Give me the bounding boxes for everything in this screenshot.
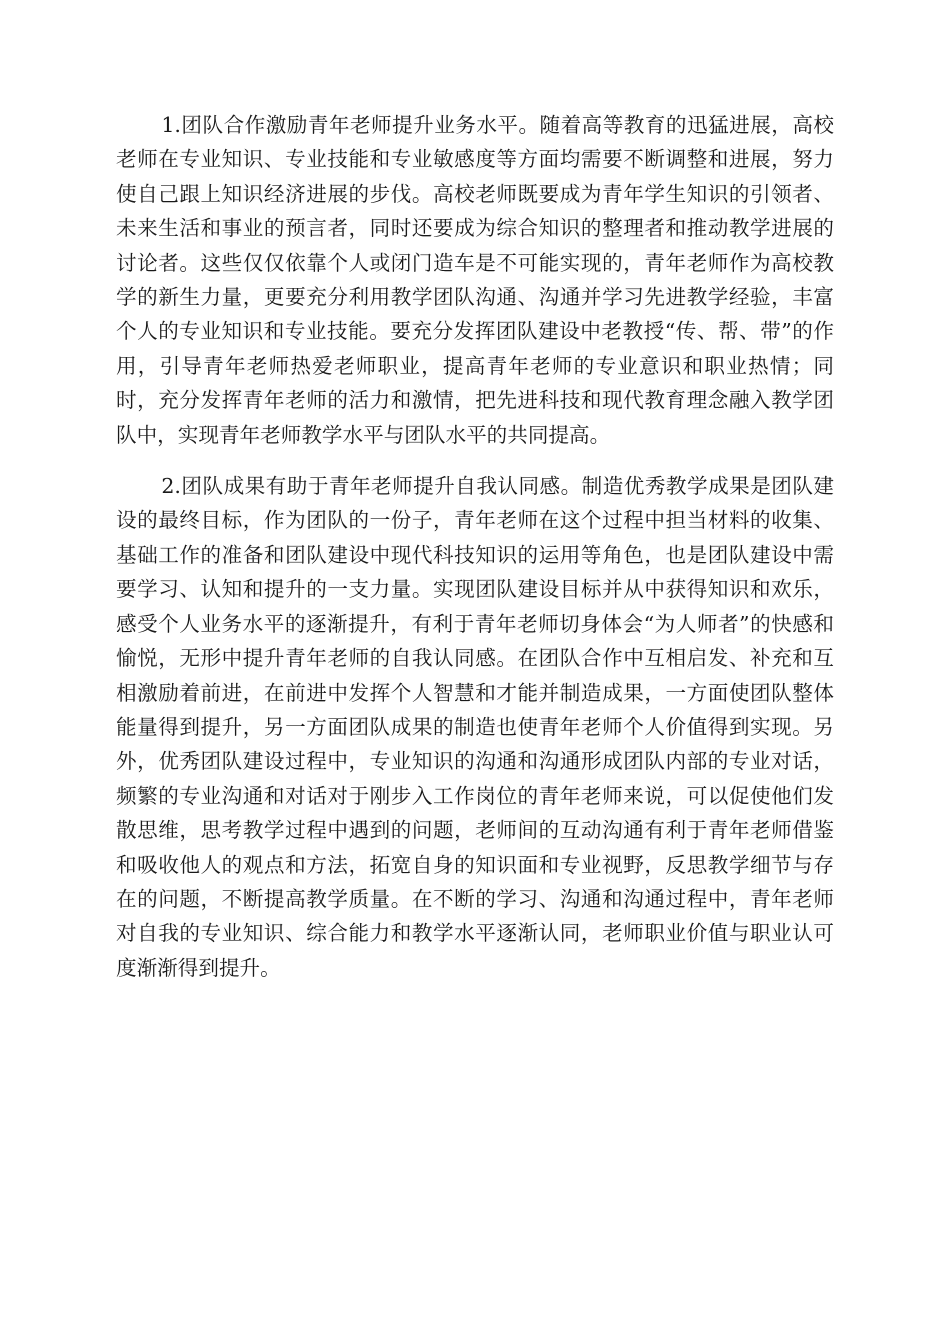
paragraph-1: 1.团队合作激励青年老师提升业务水平。随着高等教育的迅猛进展，高校老师在专业知识、专业技能和专业敏感度等方面均需要不断调整和进展，努力使自己跟上知识经济进展的步伐。高校老师既要成为青年学生知识的引领者、未来生活和事业的预言者，同时还要成为综合知识的整理者和推动教学进展的讨论者。这些仅仅依靠个人或闭门造车是不可能实现的，青年老师作为高校教学的新生力量，更要充分利用教学团队沟通、沟通并学习先进教学经验，丰富个人的专业知识和专业技能。要充分发挥团队建设中老教授“传、帮、带”的作用，引导青年老师热爱老师职业，提高青年老师的专业意识和职业热情；同时，充分发挥青年老师的活力和激情，把先进科技和现代教育理念融入教学团队中，实现青年老师教学水平与团队水平的共同提高。 xyxy=(116,113,834,447)
document-body xyxy=(116,108,834,985)
paragraph-2: 2.团队成果有助于青年老师提升自我认同感。制造优秀教学成果是团队建设的最终目标，作为团队的一份子，青年老师在这个过程中担当材料的收集、基础工作的准备和团队建设中现代科技知识的运用等角色，也是团队建设中需要学习、认知和提升的一支力量。实现团队建设目标并从中获得知识和欢乐，感受个人业务水平的逐渐提升，有利于青年老师切身体会“为人师者”的快感和愉悦，无形中提升青年老师的自我认同感。在团队合作中互相启发、补充和互相激励着前进，在前进中发挥个人智慧和才能并制造成果，一方面使团队整体能量得到提升，另一方面团队成果的制造也使青年老师个人价值得到实现。另外，优秀团队建设过程中，专业知识的沟通和沟通形成团队内部的专业对话，频繁的专业沟通和对话对于刚步入工作岗位的青年老师来说，可以促使他们发散思维，思考教学过程中遇到的问题，老师间的互动沟通有利于青年老师借鉴和吸收他人的观点和方法，拓宽自身的知识面和专业视野，反思教学细节与存在的问题，不断提高教学质量。在不断的学习、沟通和沟通过程中，青年老师对自我的专业知识、综合能力和教学水平逐渐认同，老师职业价值与职业认可度渐渐得到提升。 xyxy=(116,474,834,980)
